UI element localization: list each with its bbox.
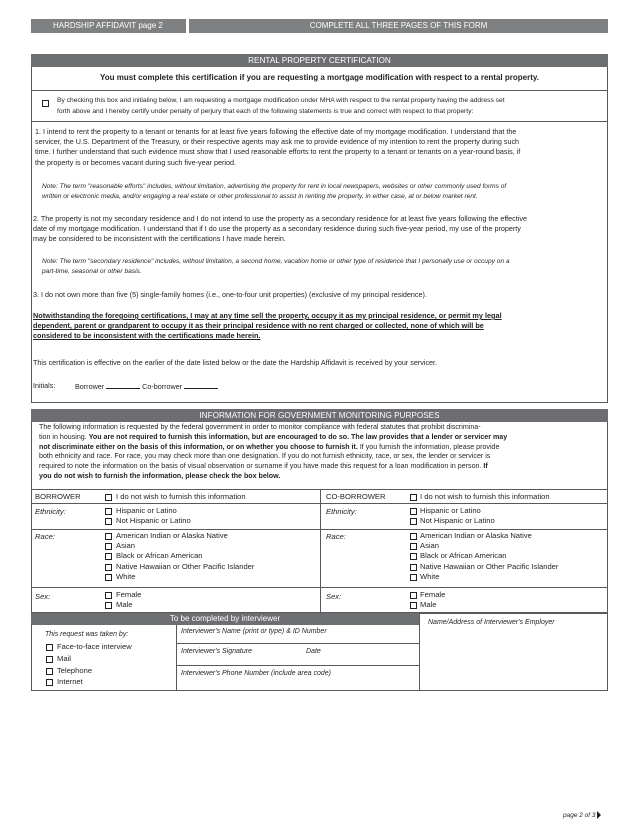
monitoring-intro-line — [39, 443, 607, 453]
monitoring-intro-run: If — [483, 462, 488, 471]
initials-coborrower-label: Co-borrower — [142, 382, 183, 391]
borrower-race-option: American Indian or Alaska Native — [116, 531, 228, 540]
borrower-ethnicity-option: Hispanic or Latino — [116, 506, 177, 515]
initials-borrower-label: Borrower — [75, 382, 105, 391]
coborrower-race-checkbox[interactable] — [410, 553, 417, 560]
rental-checkbox-text-2: forth above and I hereby certify under penalty of perjury that each of the following statements is true and correct with respect to that property: — [57, 108, 474, 115]
monitoring-intro-run: The following information is requested by the federal government in order to monitor compliance with federal statutes that prohibit discrimina- — [39, 423, 481, 431]
borrower-decline-label: I do not wish to furnish this information — [116, 492, 246, 501]
coborrower-race-label: Race: — [326, 532, 346, 541]
rental-effective: This certification is effective on the earlier of the date listed below or the date the Hardship Affidavit is received by your servicer. — [33, 358, 438, 367]
coborrower-ethnicity-option: Not Hispanic or Latino — [420, 516, 495, 525]
method-checkbox[interactable] — [46, 668, 53, 675]
rental-subtitle: You must complete this certification if you are requesting a mortgage modification with respect to a rental property. — [100, 73, 539, 82]
borrower-ethnicity-checkbox[interactable] — [105, 508, 112, 515]
initials-label: Initials: — [33, 381, 56, 390]
borrower-ethnicity-label: Ethnicity: — [35, 507, 66, 516]
coborrower-sex-option: Male — [420, 600, 437, 609]
coborrower-ethnicity-checkbox[interactable] — [410, 508, 417, 515]
monitoring-intro-run: you do not wish to furnish the information, please check the box below. — [39, 471, 281, 480]
rental-notwithstanding: Notwithstanding the foregoing certifications, I may at any time sell the property, occupy it as my principal residence, or permit my legal dependent, parent or grandparent to occupy it as their principal residence with no rent charged or collected, none of which will be considered to be inconsistent with the certifications made herein. — [33, 311, 502, 341]
method-checkbox[interactable] — [46, 679, 53, 686]
borrower-race-checkbox[interactable] — [105, 574, 112, 581]
rental-item-3: 3. I do not own more than five (5) single-family homes (i.e., one-to-four unit properties) (exclusive of my principal residence). — [33, 290, 427, 299]
method-checkbox[interactable] — [46, 656, 53, 663]
borrower-heading: BORROWER — [35, 492, 81, 501]
rental-item-2: 2. The property is not my secondary residence and I do not intend to use the property as a secondary residence for at least five years following the effective date of my mortgage modification. I understand that if I do use the property as a secondary residence during such five-year period, my use of the property may be considered to be inconsistent with the certifications I have made herein. — [33, 214, 527, 244]
coborrower-race-checkbox[interactable] — [410, 574, 417, 581]
coborrower-race-option: Black or African American — [420, 551, 507, 560]
borrower-sex-checkbox[interactable] — [105, 592, 112, 599]
monitoring-intro — [39, 423, 607, 482]
borrower-race-option: Native Hawaiian or Other Pacific Islander — [116, 562, 255, 571]
monitoring-intro-run: You are not required to furnish this information, but are encouraged to do so. The law provides that a lender or servicer may — [88, 432, 508, 441]
coborrower-ethnicity-option: Hispanic or Latino — [420, 506, 481, 515]
borrower-decline-checkbox[interactable] — [105, 494, 112, 501]
monitoring-intro-line — [39, 423, 607, 433]
coborrower-race-checkbox[interactable] — [410, 543, 417, 550]
coborrower-race-option: White — [420, 572, 440, 581]
borrower-race-checkbox[interactable] — [105, 564, 112, 571]
monitoring-intro-run: tion in housing. — [39, 432, 89, 441]
interviewer-taken-by: This request was taken by: — [45, 631, 129, 638]
borrower-sex-label: Sex: — [35, 592, 51, 601]
header-left-label: HARDSHIP AFFIDAVIT page 2 — [53, 21, 163, 30]
interviewer-employer-field[interactable]: Name/Address of Interviewer's Employer — [428, 619, 555, 626]
divider — [176, 643, 419, 644]
borrower-race-option: White — [116, 572, 136, 581]
method-option: Telephone — [57, 666, 93, 675]
monitoring-intro-run: both ethnicity and race. For race, you may check more than one designation. If you do not furnish ethnicity, race, or sex, the lender or servicer is — [39, 452, 491, 461]
divider — [31, 121, 608, 122]
coborrower-decline-label: I do not wish to furnish this information — [420, 492, 550, 501]
next-page-arrow-icon — [597, 811, 601, 819]
coborrower-race-option: American Indian or Alaska Native — [420, 531, 532, 540]
interviewer-name-field[interactable]: Interviewer's Name (print or type) & ID Number — [181, 628, 327, 635]
divider — [419, 613, 420, 691]
borrower-race-option: Black or African American — [116, 551, 203, 560]
initials-coborrower-field[interactable] — [184, 380, 218, 389]
coborrower-sex-checkbox[interactable] — [410, 602, 417, 609]
coborrower-decline-checkbox[interactable] — [410, 494, 417, 501]
rental-note-2: Note: The term "secondary residence" includes, without limitation, a second home, vacation home or other type of residence that I personally use or occupy on a part-time, seasonal or other basis. — [42, 258, 510, 276]
divider — [176, 665, 419, 666]
page-number: page 2 of 3 — [563, 810, 601, 821]
borrower-ethnicity-option: Not Hispanic or Latino — [116, 516, 191, 525]
interviewer-title: To be completed by interviewer — [31, 613, 419, 625]
monitoring-intro-line — [39, 452, 607, 462]
monitoring-intro-line — [39, 462, 607, 472]
divider — [176, 625, 177, 691]
borrower-race-checkbox[interactable] — [105, 553, 112, 560]
coborrower-race-checkbox[interactable] — [410, 533, 417, 540]
borrower-race-checkbox[interactable] — [105, 543, 112, 550]
coborrower-ethnicity-label: Ethnicity: — [326, 507, 357, 516]
monitoring-intro-line — [39, 433, 607, 443]
coborrower-heading: CO-BORROWER — [326, 492, 386, 501]
initials-borrower — [75, 380, 218, 392]
method-option: Internet — [57, 677, 83, 686]
monitoring-intro-run: not discriminate either on the basis of this information, or on whether you choose to furnish it. — [39, 442, 358, 451]
header-left-tab — [31, 19, 186, 33]
method-option: Mail — [57, 654, 71, 663]
rental-item-1: 1. I intend to rent the property to a tenant or tenants for at least five years following the effective date of my mortgage modification. I understand that the servicer, the U.S. Department of the Treasury, or their respective agents may ask me to provide evidence of my intention to rent the property during such time. I further understand that such evidence must show that I used reasonable efforts to rent the property to a tenant or tenants on a year-round basis, if the property is or becomes vacant during such five-year period. — [35, 127, 521, 167]
coborrower-sex-option: Female — [420, 590, 446, 599]
divider — [31, 90, 608, 91]
method-checkbox[interactable] — [46, 644, 53, 651]
interviewer-date-field[interactable]: Date — [306, 648, 321, 655]
borrower-race-checkbox[interactable] — [105, 533, 112, 540]
coborrower-sex-label: Sex: — [326, 592, 342, 601]
monitoring-title: INFORMATION FOR GOVERNMENT MONITORING PURPOSES — [31, 409, 608, 422]
monitoring-intro-line — [39, 472, 607, 482]
method-option: Face-to-face interview — [57, 642, 132, 651]
rental-title: RENTAL PROPERTY CERTIFICATION — [31, 54, 608, 67]
borrower-race-option: Asian — [116, 541, 135, 550]
coborrower-ethnicity-checkbox[interactable] — [410, 518, 417, 525]
initials-borrower-field[interactable] — [106, 380, 140, 389]
monitoring-intro-run: If you furnish the information, please provide — [357, 442, 500, 451]
borrower-sex-option: Female — [116, 590, 142, 599]
monitoring-intro-run: required to note the information on the basis of visual observation or surname if you have made this request for a loan modification in person. — [39, 462, 484, 471]
borrower-race-label: Race: — [35, 532, 55, 541]
coborrower-race-checkbox[interactable] — [410, 564, 417, 571]
divider — [320, 489, 321, 613]
interviewer-signature-field[interactable]: Interviewer's Signature — [181, 648, 252, 655]
borrower-ethnicity-checkbox[interactable] — [105, 518, 112, 525]
coborrower-sex-checkbox[interactable] — [410, 592, 417, 599]
borrower-sex-checkbox[interactable] — [105, 602, 112, 609]
coborrower-race-option: Asian — [420, 541, 439, 550]
rental-certify-checkbox[interactable] — [42, 100, 49, 107]
rental-checkbox-text-1: By checking this box and initialing below, I am requesting a mortgage modification under MHA with respect to the rental property having the address set — [57, 97, 505, 104]
interviewer-phone-field[interactable]: Interviewer's Phone Number (include area code) — [181, 670, 331, 677]
header-right-label: COMPLETE ALL THREE PAGES OF THIS FORM — [309, 21, 488, 30]
rental-note-1: Note: The term "reasonable efforts" includes, without limitation, advertising the property for rent in local newspapers, websites or other commonly used forms of written or electronic media, and/or engaging a real estate or other professional to assist in renting the property, in either case, at or below market rent. — [42, 183, 507, 201]
coborrower-race-option: Native Hawaiian or Other Pacific Islander — [420, 562, 559, 571]
header-right-tab — [189, 19, 608, 33]
borrower-sex-option: Male — [116, 600, 133, 609]
